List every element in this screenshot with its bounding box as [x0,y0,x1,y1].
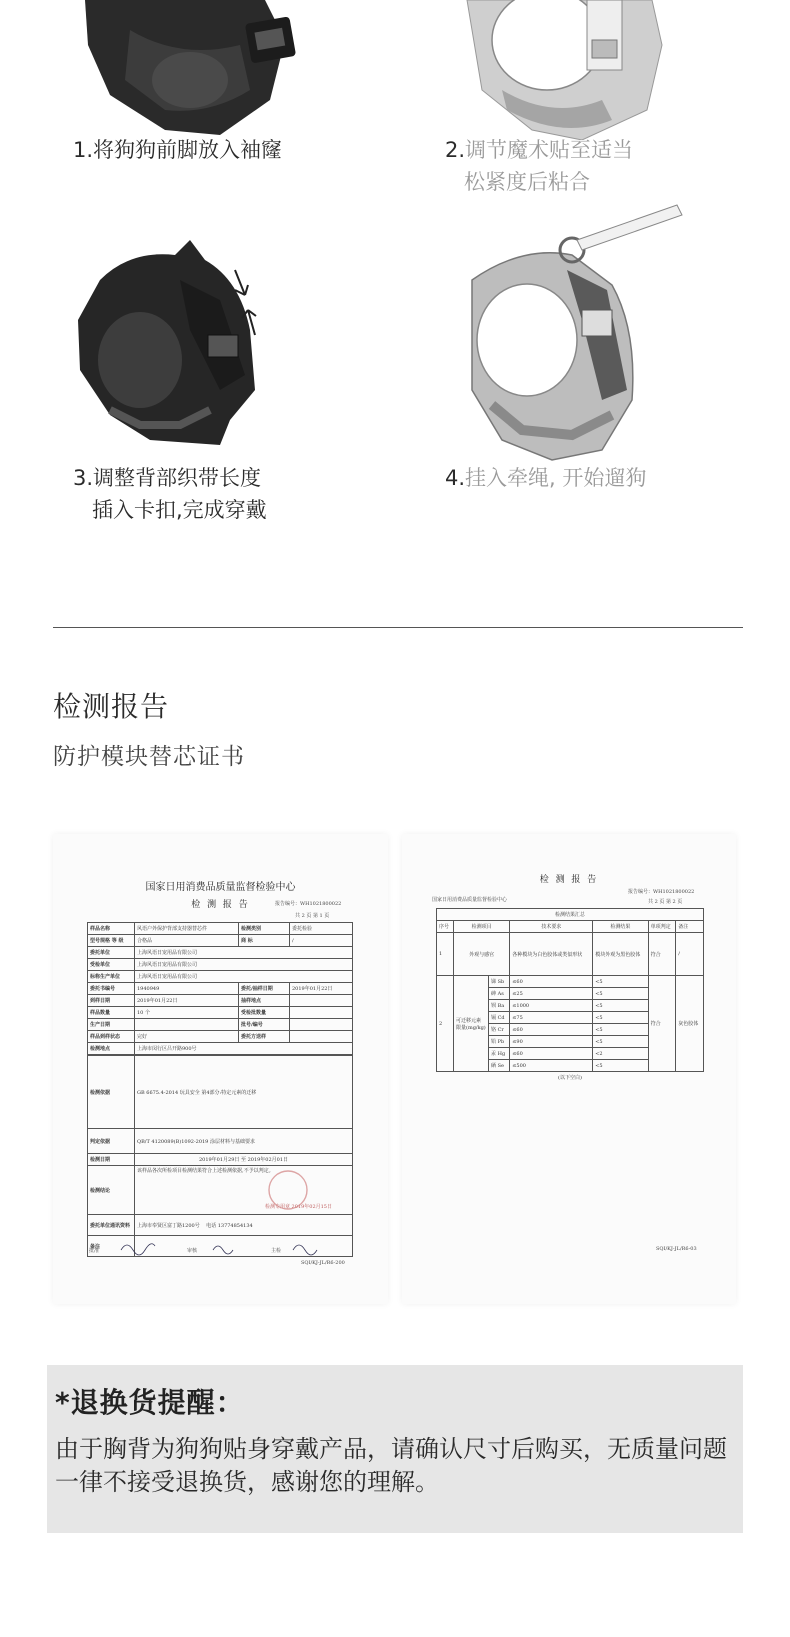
report1-sign-review: 审核 [187,1248,198,1254]
report1-info-row [88,1043,353,1055]
report2-element-result: <5 [593,1060,648,1072]
report2-element-result: <5 [593,1012,648,1024]
report1-info-value: 上海风语日宠用品有限公司 [135,971,353,983]
report2-header-item: 检测项目 [454,921,510,933]
report1-info-label: 商 标 [238,935,289,947]
report1-info-value: 上海风语日宠用品有限公司 [135,959,353,971]
step-3-caption [73,462,267,526]
report2-row1-result: 模块外观为黑色胶体 [593,933,648,976]
report1-info-value: 委托检验 [289,923,352,935]
step-2-number: 2. [445,138,466,162]
report1-page: 共 2 页 第 1 页 [295,913,330,919]
report1-info-label: 抽样地点 [238,995,289,1007]
report1-info-value [289,1007,352,1019]
report2-table-title: 检测结果汇总 [437,909,704,921]
report1-sign-chief: 主检 [271,1248,282,1254]
harness-illustration-step1 [70,0,310,140]
report2-row2-item: 可迁移元素 限量(mg/kg) [454,976,489,1072]
report1-date-label: 检测日期 [90,1157,111,1163]
section-divider [53,627,743,628]
report2-end-mark: (以下空白) [558,1075,582,1081]
report2-element-row [437,976,704,988]
report1-info-row [88,1031,353,1043]
report1-phone: 13774854134 [217,1222,253,1229]
report1-info-label: 批号/编号 [238,1019,289,1031]
report2-element-result: <5 [593,988,648,1000]
report2-header-judge: 单项判定 [648,921,676,933]
step-1-number: 1. [73,138,94,162]
report1-conclusion: 该样品各次所检项目检测结果符合上述检测依据,不予以判定。 [137,1168,274,1174]
report2-title: 检 测 报 告 [539,875,599,885]
report2-element-result: <5 [593,1000,648,1012]
report1-remark-label: 备注 [90,1243,101,1250]
report2-element-name: 铅 Pb [489,1036,510,1048]
report2-element-name: 汞 Hg [489,1048,510,1060]
report2-header-note: 备注 [676,921,704,933]
report2-row1-judge: 符合 [648,933,676,976]
return-notice-title: *退换货提醒： [55,1386,245,1419]
step-2-caption [445,134,633,198]
report1-info-row [88,947,353,959]
report2-element-limit: ≤500 [510,1060,593,1072]
report1-info-value: 10 个 [135,1007,239,1019]
report1-info-label: 委托书编号 [88,983,135,995]
report2-header-no: 序号 [437,921,454,933]
report2-element-limit: ≤90 [510,1036,593,1048]
report1-info-label: 型号规格 等 级 [88,935,135,947]
report2-report-no: 报告编号：WH1021800022 [628,889,695,895]
report1-seal-text: 检测专用章 2019年02月15日 [264,1204,332,1210]
report1-org: 国家日用消费品质量监督检验中心 [145,882,296,893]
report1-info-label: 样品到样状态 [88,1031,135,1043]
report2-element-name: 锑 Sb [489,976,510,988]
report2-element-limit: ≤60 [510,1024,593,1036]
report2-row1-req: 各种模块为白色胶体或类似形状 [510,933,593,976]
report1-info-row [88,959,353,971]
report1-info-value: 2019年01月22日 [135,995,239,1007]
report1-info-label: 到样日期 [88,995,135,1007]
report2-element-name: 钡 Ba [489,1000,510,1012]
step-4-caption [445,462,646,494]
report2-element-name: 镉 Cd [489,1012,510,1024]
report1-phone-label: 电话 [206,1222,217,1229]
report1-info-value: 风语户外保护背部支持器替芯件 [135,923,239,935]
report2-element-limit: ≤75 [510,1012,593,1024]
report1-info-label: 受检批数量 [238,1007,289,1019]
report1-basis-label: 检测依据 [90,1089,111,1096]
report1-info-value: 完好 [135,1031,239,1043]
report1-info-value: / [289,935,352,947]
report1-info-row [88,1007,353,1019]
report2-result-table [436,908,704,1083]
report2-element-result: <2 [593,1048,648,1060]
report1-info-label: 委托单位 [88,947,135,959]
report1-sign-approve: 批准 [89,1248,100,1254]
report1-info-label: 样品数量 [88,1007,135,1019]
report2-element-result: <5 [593,1036,648,1048]
report1-info-row [88,935,353,947]
step-3-text: 调整背部织带长度 [93,466,262,490]
report1-info-value: 合格品 [135,935,239,947]
report1-title: 检 测 报 告 [191,900,250,910]
report1-addr: 上海市奉贤区富丁路1200号 [137,1222,200,1229]
report1-info-row [88,971,353,983]
report2-element-name: 砷 As [489,988,510,1000]
report1-info-value: 上海市闵行区吕开路900号 [135,1043,353,1055]
report2-row1-no: 1 [437,933,454,976]
report-page-2 [402,834,736,1304]
report1-info-value: 2019年01月22日 [289,983,352,995]
report1-info-value [289,1031,352,1043]
step-3-text-line2: 插入卡扣,完成穿戴 [92,498,267,522]
report1-info-value [289,1019,352,1031]
report1-info-value [289,995,352,1007]
report1-info-value: 上海风语日宠用品有限公司 [135,947,353,959]
step-4-number: 4. [445,466,466,490]
report2-element-name: 铬 Cr [489,1024,510,1036]
step-1-caption [73,134,282,166]
report1-info-table [87,922,353,1055]
report2-element-result: <5 [593,1024,648,1036]
step-1-text: 将狗狗前脚放入袖窿 [93,138,283,162]
report1-info-row [88,923,353,935]
report1-info-label: 委托/抽样日期 [238,983,289,995]
report1-info-value: 1940949 [135,983,239,995]
report1-seal-stamp [264,1168,312,1212]
report1-judge-label: 判定依据 [90,1138,111,1145]
report1-info-row [88,995,353,1007]
harness-illustration-step4 [462,200,687,465]
report1-basis: GB 6675.4-2014 玩具安全 第4部分:特定元素的迁移 [135,1056,353,1129]
step-2-text-line2: 松紧度后粘合 [464,170,590,194]
report1-addr-label: 委托单位通讯资料 [90,1222,131,1229]
report1-info-value [135,1019,239,1031]
report2-header-result: 检测结果 [593,921,648,933]
report2-element-name: 硒 Se [489,1060,510,1072]
report2-row2-judge: 符合 [648,976,676,1072]
report1-info-label: 检测地点 [88,1043,135,1055]
report1-date: 2019年01月29日 至 2019年02月01日 [135,1154,353,1166]
report2-element-limit: ≤60 [510,1048,593,1060]
report2-row2-note: 灰色胶体 [676,976,704,1072]
report2-element-limit: ≤1000 [510,1000,593,1012]
section-title: 检测报告 [53,690,170,723]
report1-info-label: 样品名称 [88,923,135,935]
report-page-1 [53,834,388,1304]
report1-detail-table [87,1055,353,1257]
section-subtitle: 防护模块替芯证书 [53,744,245,770]
report1-info-label: 委托方送样 [238,1031,289,1043]
report1-info-row [88,1019,353,1031]
report1-report-no: 报告编号：WH1021800022 [275,901,342,907]
report1-footer-code: SQI/KJ-JL/R6-200 [301,1260,345,1266]
report2-row1-item: 外观与感官 [454,933,510,976]
step-2-text: 调节魔术贴至适当 [465,138,634,162]
report2-page: 共 2 页 第 2 页 [648,899,683,905]
report1-signatures [113,1240,343,1256]
step-3-number: 3. [73,466,94,490]
harness-illustration-step3 [70,240,280,455]
report1-judge: QB/T 4120089(B)1092-2019 涂层材料与基础要求 [135,1129,353,1154]
report2-header-req: 技术要求 [510,921,593,933]
report2-element-limit: ≤25 [510,988,593,1000]
report1-info-row [88,983,353,995]
step-4-text: 挂入牵绳, 开始遛狗 [465,466,647,490]
report1-info-label: 受检单位 [88,959,135,971]
report1-info-label: 检测类别 [238,923,289,935]
report1-info-label: 生产日期 [88,1019,135,1031]
report1-conclusion-label: 检测结论 [90,1187,111,1194]
harness-illustration-step2 [462,0,672,140]
return-notice [47,1365,743,1533]
report2-footer-code: SQI/KJ-JL/R6-03 [656,1246,697,1252]
report2-element-result: <5 [593,976,648,988]
return-notice-body: 由于胸背为狗狗贴身穿戴产品，请确认尺寸后购买，无质量问题一律不接受退换货，感谢您的理解。 [55,1435,727,1496]
report2-element-limit: ≤60 [510,976,593,988]
report2-row2-no: 2 [437,976,454,1072]
report1-info-label: 标称生产单位 [88,971,135,983]
report2-org: 国家日用消费品质量监督检验中心 [432,897,508,903]
report2-row1-note: / [676,933,704,976]
